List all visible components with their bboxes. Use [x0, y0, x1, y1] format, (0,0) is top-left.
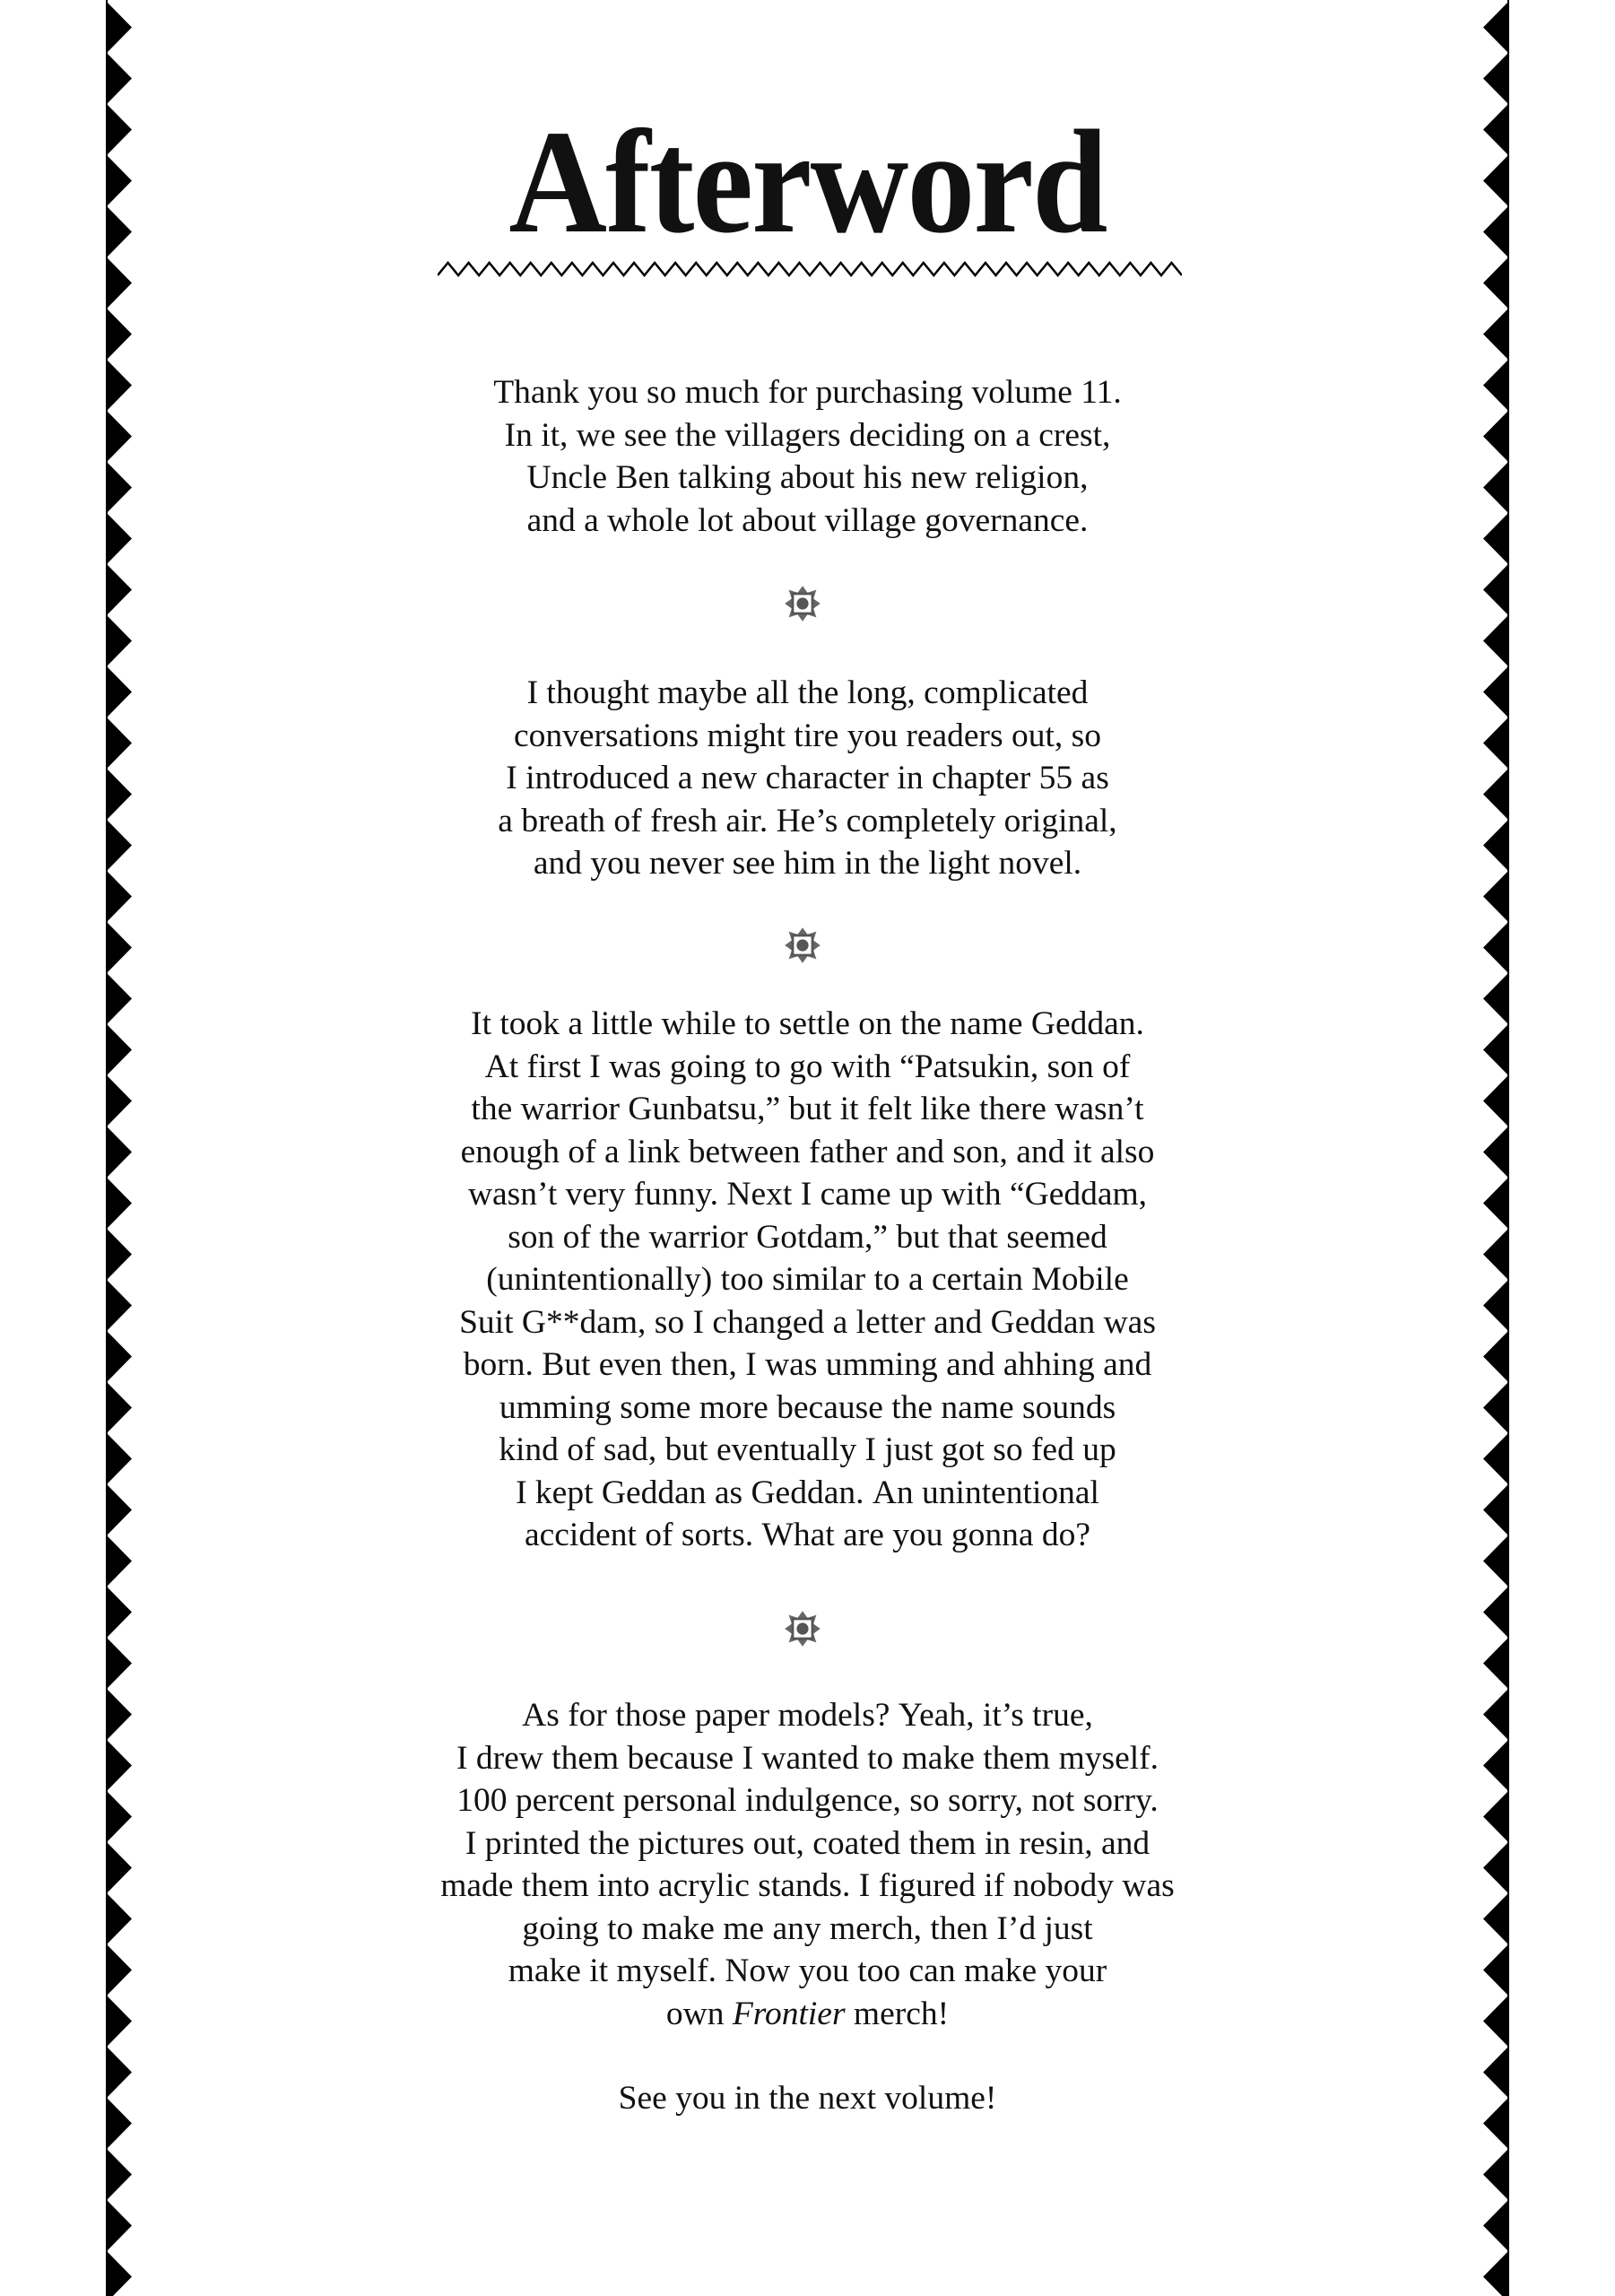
zigzag-line	[438, 263, 1182, 275]
text-line: Thank you so much for purchasing volume 11.	[493, 374, 1122, 411]
border-tooth	[1483, 257, 1508, 309]
border-tooth	[107, 257, 132, 309]
text-line: kind of sad, but eventually I just got so fed up	[499, 1431, 1116, 1468]
page-title: Afterword	[508, 100, 1107, 264]
text-line: conversations might tire you readers out, so	[513, 717, 1102, 754]
text-line: made them into acrylic stands. I figured if nobody was	[440, 1867, 1175, 1904]
text-line: son of the warrior Gotdam,” but that seemed	[508, 1218, 1107, 1256]
border-tooth	[1483, 2149, 1508, 2200]
italic-title: Frontier	[732, 1995, 846, 2032]
text-line: I introduced a new character in chapter 55 as	[506, 760, 1109, 796]
text-line: I kept Geddan as Geddan. An unintentional	[516, 1474, 1099, 1511]
border-tooth	[1483, 922, 1508, 973]
ornament-icon	[783, 584, 822, 623]
text-line: I printed the pictures out, coated them in resin, and	[465, 1824, 1150, 1862]
ornament-icon	[783, 1609, 822, 1648]
text-fragment: merch!	[845, 1995, 950, 2032]
text-line: Suit G**dam, so I changed a letter and Geddan was	[459, 1303, 1156, 1341]
title-zigzag-divider	[438, 260, 1182, 278]
text-line: and a whole lot about village governance.	[526, 501, 1089, 539]
text-line: (unintentionally) too similar to a certain Mobile	[486, 1261, 1129, 1298]
border-tooth	[1483, 2251, 1508, 2296]
text-line: In it, we see the villagers deciding on a crest,	[504, 416, 1111, 454]
text-line: going to make me any merch, then I’d just	[522, 1909, 1093, 1947]
text-line: enough of a link between father and son, and it also	[460, 1133, 1155, 1170]
text-line: 100 percent personal indulgence, so sorry, not sorry.	[456, 1782, 1159, 1819]
border-tooth	[107, 1587, 132, 1638]
border-tooth	[1483, 564, 1508, 615]
paragraph-geddan-name	[0, 1003, 1615, 1557]
border-tooth	[1483, 1638, 1508, 1689]
text-line: accident of sorts. What are you gonna do?	[524, 1517, 1091, 1553]
ornament-icon	[783, 926, 822, 965]
border-tooth	[107, 2251, 132, 2296]
text-line: born. But even then, I was umming and ahhing and	[463, 1346, 1152, 1383]
text-line: a breath of fresh air. He’s completely original,	[498, 802, 1117, 839]
text-fragment: own	[665, 1995, 733, 2032]
border-tooth	[1483, 1587, 1508, 1638]
border-tooth	[1483, 2200, 1508, 2251]
border-tooth	[1483, 615, 1508, 666]
border-tooth	[1483, 309, 1508, 360]
text-line: wasn’t very funny. Next I came up with “Geddam,	[467, 1176, 1148, 1213]
text-line: At first I was going to go with “Patsukin, son of	[484, 1048, 1131, 1085]
text-line: the warrior Gunbatsu,” but it felt like there wasn’t	[471, 1091, 1144, 1127]
text-line: As for those paper models? Yeah, it’s true,	[522, 1697, 1093, 1734]
text-line: make it myself. Now you too can make your	[508, 1952, 1107, 1989]
border-tooth	[107, 615, 132, 666]
border-tooth	[107, 2, 132, 53]
text-line: I thought maybe all the long, complicated	[526, 674, 1089, 711]
text-line: and you never see him in the light novel.	[533, 845, 1082, 882]
text-line	[0, 1993, 1615, 2036]
border-tooth	[107, 1638, 132, 1689]
paragraph-new-character	[0, 672, 1615, 885]
border-tooth	[1483, 2, 1508, 53]
border-tooth	[107, 309, 132, 360]
text-line: umming some more because the name sounds	[499, 1388, 1116, 1426]
paragraph-paper-models	[0, 1694, 1615, 2035]
border-tooth	[107, 2200, 132, 2251]
border-tooth	[107, 922, 132, 973]
paragraph-closing	[0, 2077, 1615, 2120]
text-line: I drew them because I wanted to make them myself.	[456, 1739, 1159, 1777]
border-tooth	[107, 2149, 132, 2200]
text-line: It took a little while to settle on the name Geddan.	[471, 1005, 1144, 1042]
border-tooth	[107, 53, 132, 104]
text-line: Uncle Ben talking about his new religion,	[526, 459, 1089, 496]
text-line: See you in the next volume!	[618, 2080, 997, 2117]
border-tooth	[1483, 53, 1508, 104]
border-tooth	[107, 564, 132, 615]
paragraph-intro	[0, 371, 1615, 542]
